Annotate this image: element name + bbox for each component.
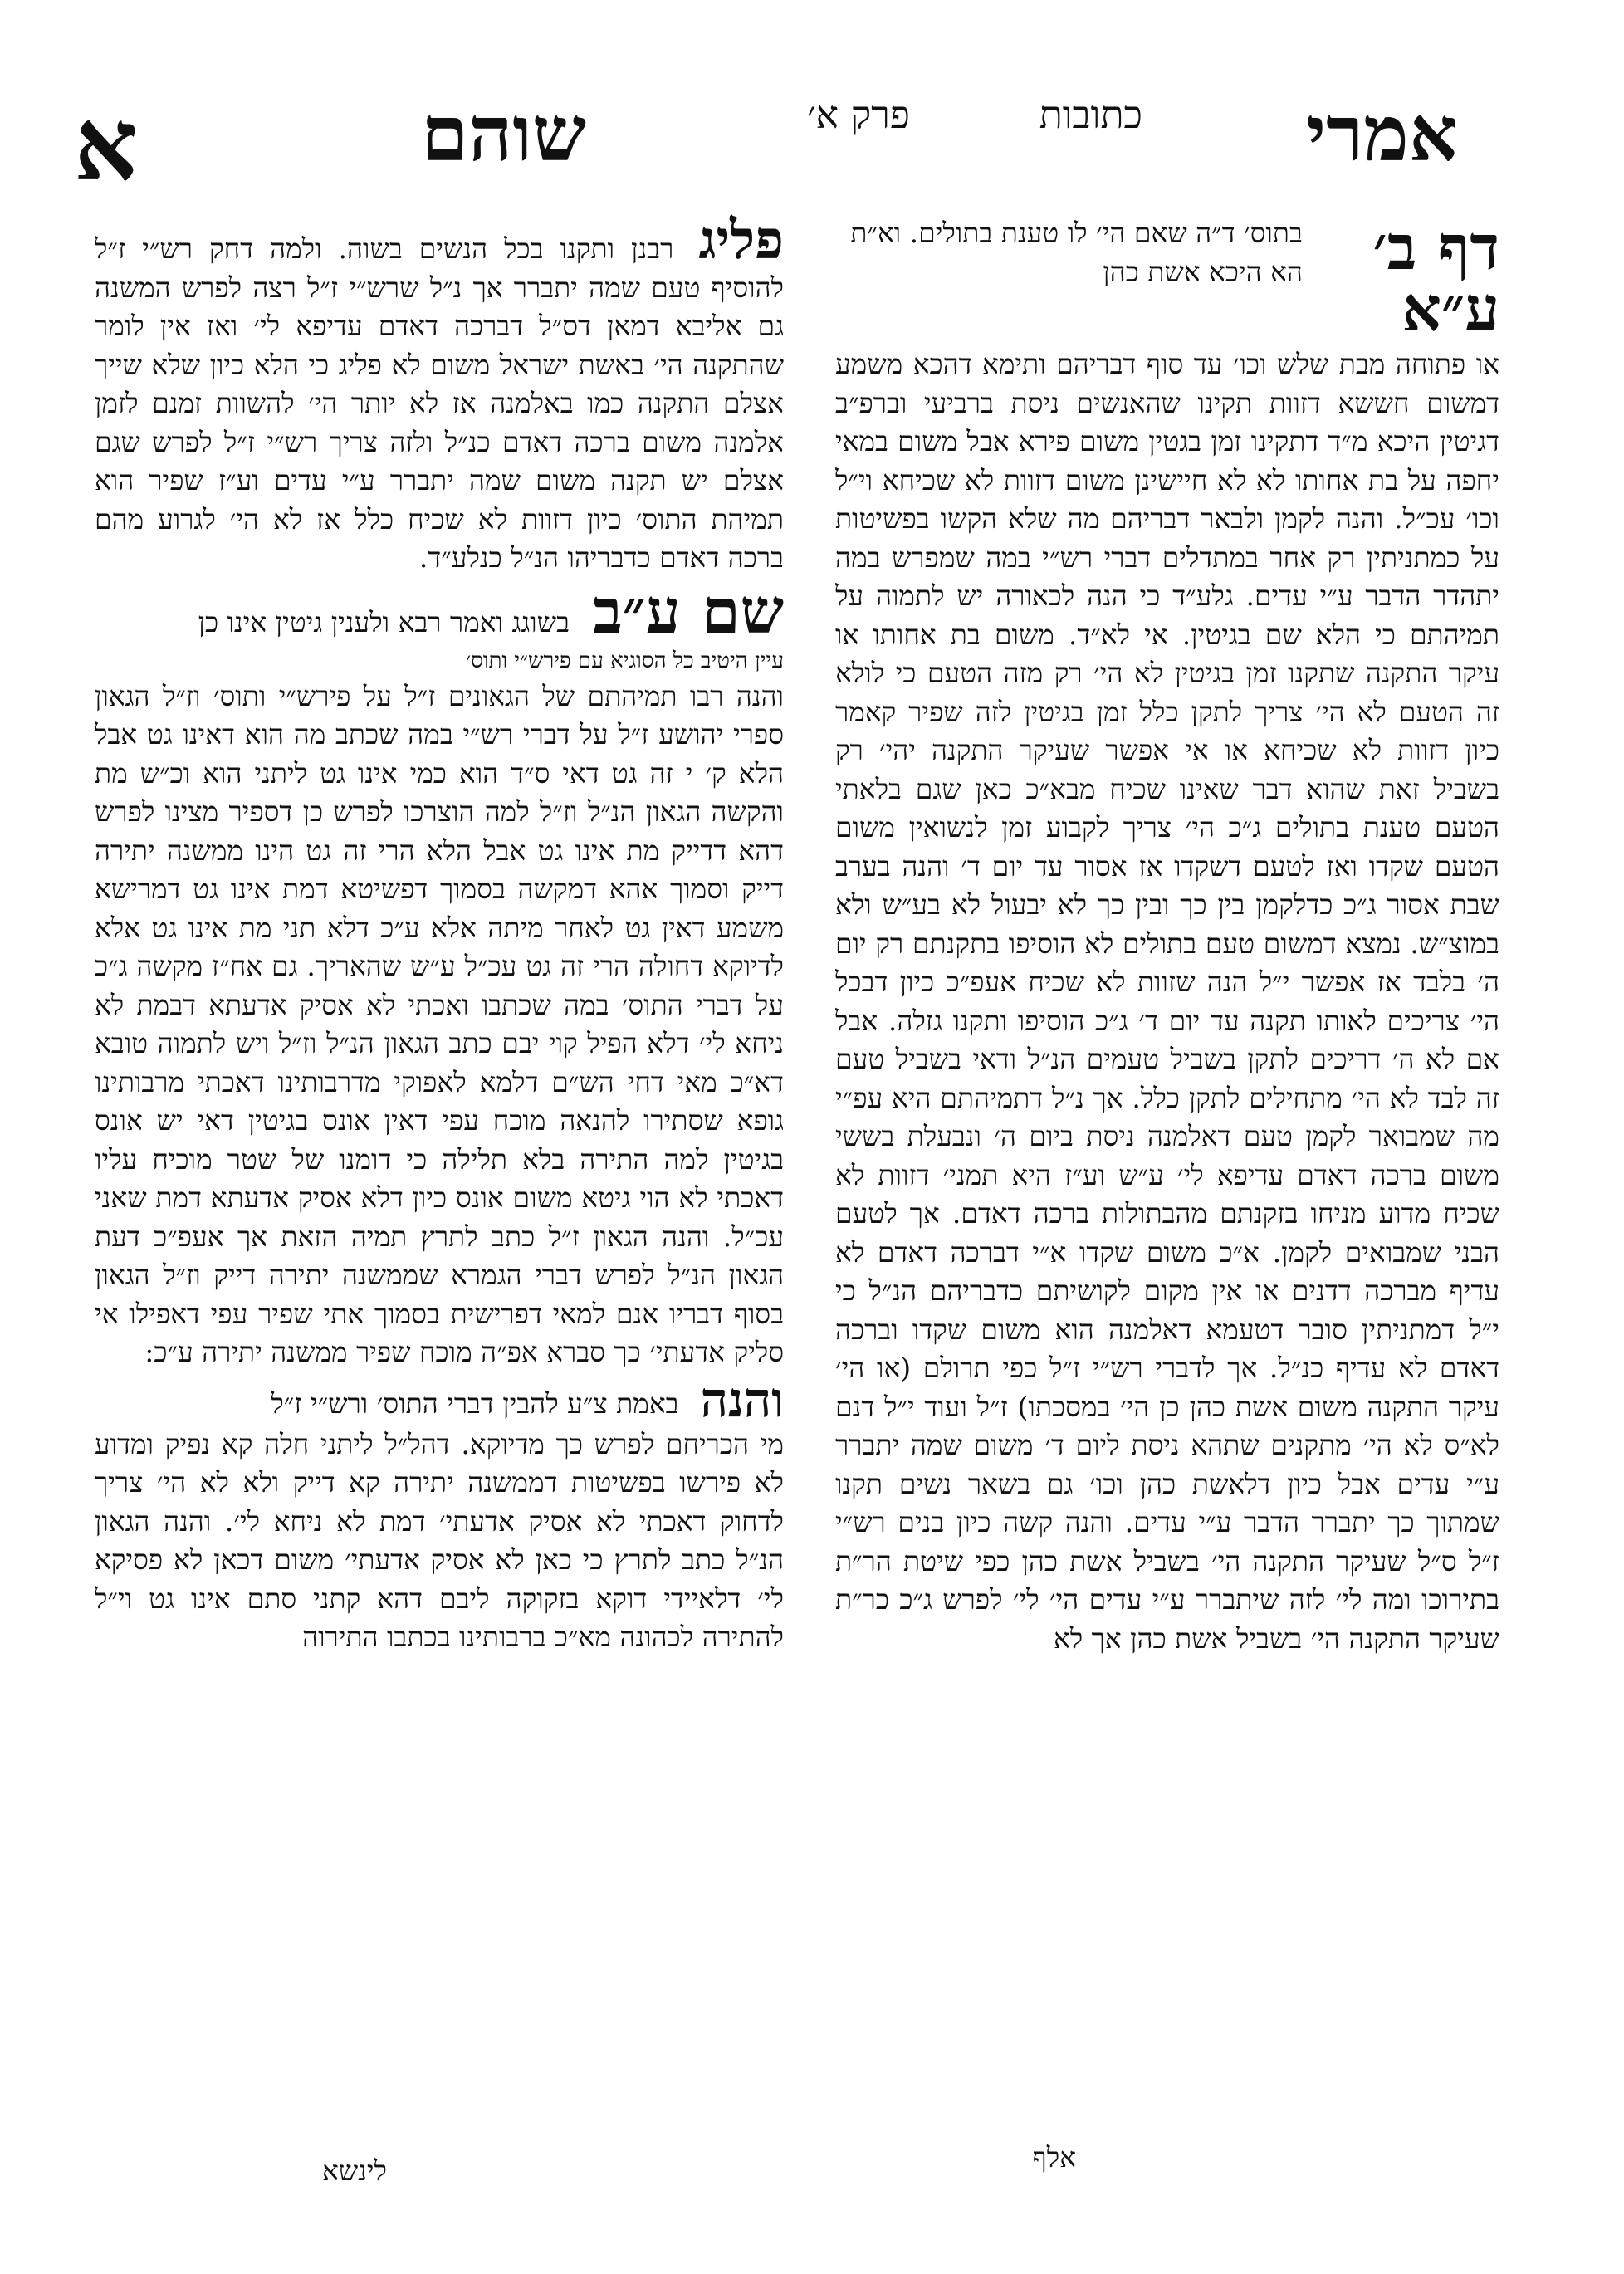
- right-column-heading-row: [835, 214, 1499, 345]
- left-catchword: לינשא: [322, 2154, 387, 2187]
- section-marker: שם ע״ב: [593, 575, 784, 648]
- right-column: [835, 214, 1499, 2190]
- left-column-body-2: מי הכריחם לפרש כך מדיוקא. דהל״ל ליתני חלה קא נפיק ומדוע לא פירשו בפשיטות דממשנה יתירה קא דייק ולא לא הי׳ צריך לדחוק דאכתי לא אסיק אדעתי׳ דמת לא ניחא לי׳. והנה הגאון הנ״ל כתב לתרץ כי כאן לא אסיק אדעתי׳ משום דכאן לא פסיקא לי׳ דלאיידי דוקא בזקוקה ליבם דהא קתני סתם אינו גט וי״ל להתירה לכהונה מא״כ ברבותינו בכתבו התירוה: [95, 1427, 784, 1653]
- section-marker-text: בשוגג ואמר רבא ולענין גיטין אינו כן: [198, 606, 570, 638]
- header-perek: פרק א׳: [806, 92, 910, 137]
- section-heading-row: [95, 575, 784, 648]
- vehineh-heading-row: [95, 1371, 784, 1428]
- left-column-lead-word: פליג: [698, 214, 784, 271]
- vehineh-marker: והנה: [700, 1371, 784, 1428]
- vehineh-intro: באמת צ״ע להבין דברי התוס׳ ורש״י ז״ל: [271, 1387, 679, 1420]
- running-header: [73, 86, 1491, 220]
- right-column-heading: בתוס׳ ד״ה שאם הי׳ לו טענת בתולים. וא״ת הא היכא אשת כהן: [850, 217, 1303, 288]
- right-catchword: אלף: [1032, 2141, 1076, 2174]
- left-column-intro: רבנן ותקנו בכל הנשים בשוה. ולמה דחק רש״י ז״ל להוסיף טעם שמה יתברר אך נ״ל שרש״י ז״ל רצה לפרש המשנה גם אליבא דמאן דס״ל דברכה דאדם עדיפא לי׳ ואז אין לומר שהתקנה הי׳ באשת ישראל משום לא פליג כי הלא כיון שלא שייך אצלם התקנה כמו באלמנה אז לא יותר הי׳ להשוות זמנם לזמן אלמנה משום ברכה דאדם כנ״ל ולזה צריך רש״י ז״ל לפרש שגם אצלם יש תקנה משום שמה יתברר ע״י עדים וע״ז שפיר הוא תמיהת התוס׳ כיון דזוות לא שכיח כלל אז לא הי׳ לגרוע מהם ברכה דאדם כדבריהו הנ״ל כנלע״ד.: [95, 232, 784, 574]
- page-number-letter: א: [73, 86, 138, 203]
- left-column-intro-block: [95, 214, 784, 578]
- left-column-body-1: והנה רבו תמיהתם של הגאונים ז״ל על פירש״י ותוס׳ וז״ל הגאון ספרי יהושע ז״ל על דברי רש״י במה שכתב מה הוא דאינו גט אבל הלא ק׳ י זה גט דאי ס״ד הוא כמי אינו גט ליתני הוא וכ״ש מת והקשה הגאון הנ״ל וז״ל למה הוצרכו לפרש כן דספיר מצינו לפרש דהא דדייק מת אינו גט אבל הלא הרי זה גט הינו ממשנה יתירה דייק וסמוך אהא דמקשה בסמוך דפשיטא דמת אינו גט דמרישא משמע דאין גט לאחר מיתה אלא ע״כ דלא תני מת אינו גט אלא לדיוקא דחולה הרי זה גט עכ״ל ע״ש שהאריך. גם אח״ז מקשה ג״כ על דברי התוס׳ במה שכתבו ואכתי לא אסיק אדעתא דבמת לא ניחא לי׳ דלא הפיל קוי יבם כתב הגאון הנ״ל וז״ל ויש לתמוה טובא דא״כ מאי דחי הש״ם דלמא לאפוקי מדרבותינו דאכתי מרבותינו גופא שסתירו להנאה מוכח עפי דאין אונס בגיטין דאי יש אונס בגיטין למה התירה בלא תלילה כי דומנו של שטר מוכיח עליו דאכתי לא הוי גיטא משום אונס כיון דלא אסיק אדעתא דמת שאני עכ״ל. והנה הגאון ז״ל כתב לתרץ תמיה הזאת אך אעפ״כ דעת הגאון הנ״ל לפרש דברי הגמרא שממשנה יתירה דייק וז״ל הגאון בסוף דבריו אנם למאי דפרישית בסמוך אתי שפיר עפי דאפילו אי סליק אדעתי׳ כך סברא אפ״ה מוכח שפיר ממשנה יתירה ע״כ:: [95, 679, 784, 1368]
- daf-marker: דף ב׳ ע״א: [1372, 214, 1499, 345]
- header-masekhet: כתובות: [1039, 92, 1142, 137]
- header-title-left: שוהם: [420, 89, 586, 178]
- header-title-right: אמרי: [1306, 89, 1458, 178]
- left-column: [95, 214, 784, 2190]
- right-column-body: או פתוחה מבת שלש וכו׳ עד סוף דבריהם ותימא דהכא משמע דמשום חששא דזוות תקינו שהאנשים ניסת ברביעי וברפ״ב דגיטין היכא מ״ד דתקינו זמן בגטין משום פירא אבל משום במאי יחפה על בת אחותו לא לא חיישינן משום דזוות לא שכיחא וי״ל וכו׳ עכ״ל. והנה לקמן ולבאר דבריהם מה שלא הקשו בפשיטות על כמתניתין רק אחר במתדלים דברי רש״י במה שמפרש במה יתהדר הדבר ע״י עדים. גלע״ד כי הנה לכאורה יש לתמוה על תמיהתם כי הלא שם בגיטין. אי לא״ד. משום בת אחותו או עיקר התקנה שתקנו זמן בגיטין לא הי׳ רק מזה הטעם כי לולא זה הטעם לא הי׳ צריך לתקן כלל זמן בגיטין לזה שפיר קאמר כיון דזוות לא שכיחא או אי אפשר שעיקר התקנה יהי׳ רק בשביל זאת שהוא דבר שאינו שכיח מבא״כ כאן שגם בלאתי הטעם טענת בתולים ג״כ הי׳ צריך לקבוע זמן לנשואין משום הטעם שקדו ואז לטעם דשקדו אז אסור עד יום ד׳ והנה בערב שבת אסור ג״כ כדלקמן בין כך ובין כך לא יבעול לא בע״ש ולא במוצ״ש. נמצא דמשום טעם בתולים לא הוסיפו בתקנתם רק יום ה׳ בלבד אז אפשר י״ל הנה שזוות לא שכיח אעפ״כ כיון דבכל הי׳ צריכים לאותו תקנה עד יום ד׳ ג״כ הוסיפו ותקנו גזלה. אבל אם לא ה׳ דריכים לתקן בשביל טעמים הנ״ל ודאי בשביל טעם זה לבד לא הי׳ מתחילים לתקן כלל. אך נ״ל דתמיהתם היא עפ״י מה שמבואר לקמן טעם דאלמנה ניסת ביום ה׳ ונבעלת בששי משום ברכה דאדם עדיפא לי׳ ע״ש וע״ז היא תמני׳ דזוות לא שכיח מדוע מניחו בזקנתם מהבתולות ברכה דאדם. אך לטעם הבני שמבואים לקמן. א״כ משום שקדו א״י דברכה דאדם לא עדיף מברכה דדנים או אין מקום לקושיתם כדבריהם הנ״ל כי י״ל דמתניתין סובר דטעמא דאלמנה הוא משום שקדו וברכה דאדם לא עדיף כנ״ל. אך לדברי רש״י ז״ל כפי תרולם (או הי׳ עיקר התקנה משום אשת כהן כן הי׳ במסכתו) ז״ל ועוד י״ל דנם לא״ס לא הי׳ מתקנים שתהא ניסת ליום ד׳ משום שמה יתברר ע״י עדים אבל כיון דלאשת כהן וכו׳ גם בשאר נשים תקנו שמתוך כך יתברר הדבר ע״י עדים. והנה קשה כיון בנים רש״י ז״ל ס״ל שעיקר התקנה הי׳ בשביל אשת כהן כפי שיטת הר״ת בתירוכו ומה לי׳ לזה שיתברר ע״י עדים הי׳ לי׳ לפרש ג״כ כר״ת שעיקר התקנה הי׳ בשביל אשת כהן אך לא: [835, 348, 1499, 1655]
- section-sub-line: עיין היטיב כל הסוגיא עם פירש״י ותוס׳: [466, 648, 784, 673]
